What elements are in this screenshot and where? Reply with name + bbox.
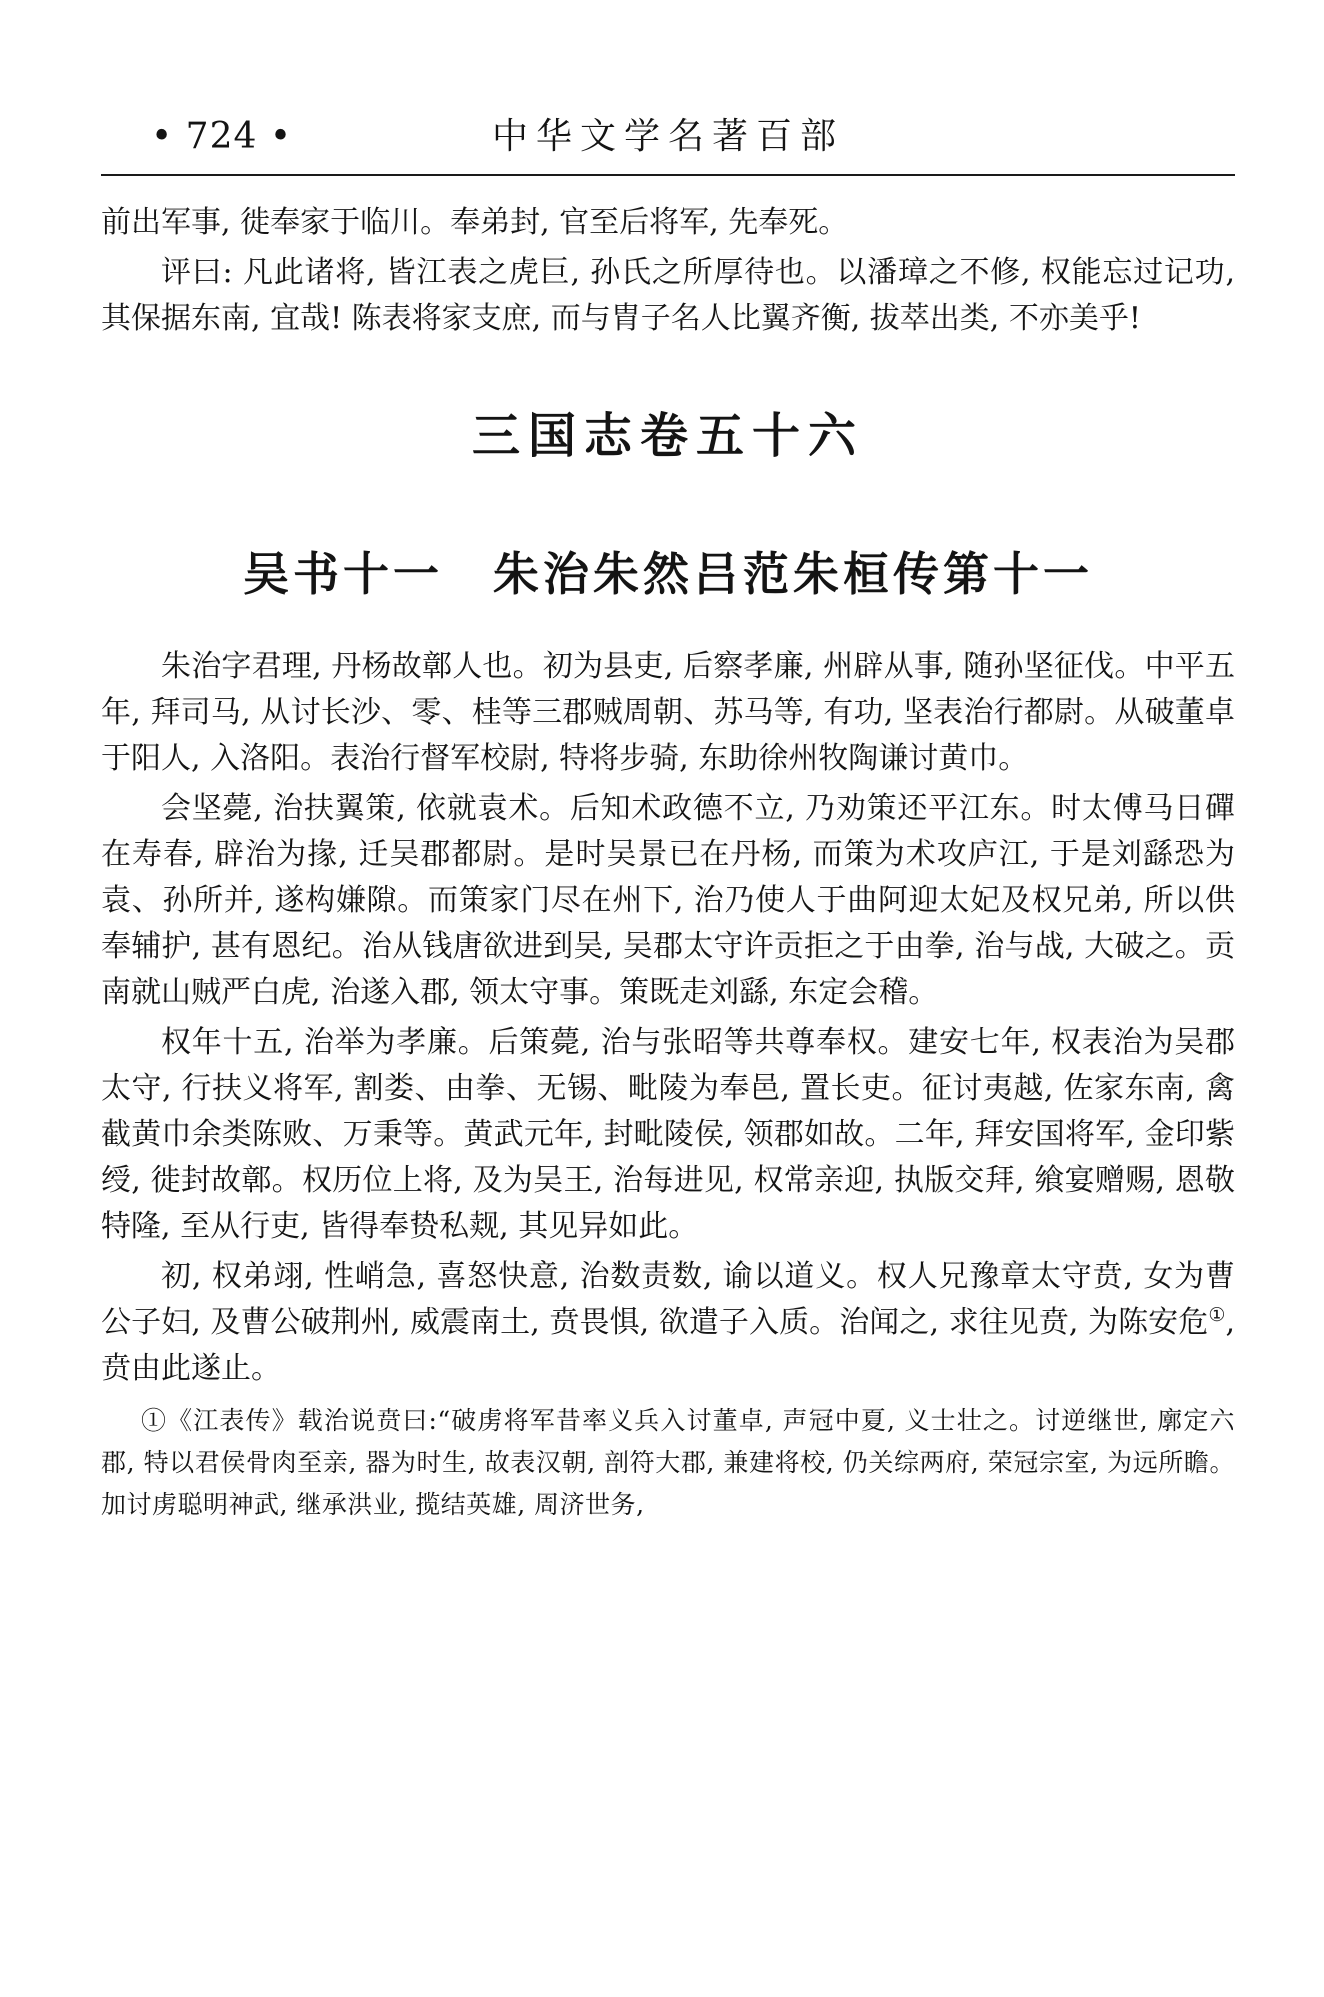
commentary-paragraph: 评曰: 凡此诸将, 皆江表之虎巨, 孙氏之所厚待也。以潘璋之不修, 权能忘过记功, 其保据东南, 宜哉! 陈表将家支庶, 而与胄子名人比翼齐衡, 拔萃出类, 不亦美乎! (101, 255, 1235, 336)
paragraph-tail: , 贲由此遂止。 (101, 1305, 1235, 1386)
paragraph: 朱治字君理, 丹杨故鄣人也。初为县吏, 后察孝廉, 州辟从事, 随孙坚征伐。中平五年, 拜司马, 从讨长沙、零、桂等三郡贼周朝、苏马等, 有功, 坚表治行都尉。从破董卓于阳人, 入洛阳。表治行督军校尉, 特将步骑, 东助徐州牧陶谦讨黄巾。 (101, 649, 1235, 776)
paragraph-text: 初, 权弟翊, 性峭急, 喜怒快意, 治数责数, 谕以道义。权人兄豫章太守贲, 女为曹公子妇, 及曹公破荆州, 威震南土, 贲畏惧, 欲遣子入质。治闻之, 求往见贲, 为陈安危 (101, 1259, 1235, 1340)
running-title: 中华文学名著百部 (491, 116, 844, 157)
paragraph-continued: 前出军事, 徙奉家于临川。奉弟封, 官至后将军, 先奉死。 (101, 205, 849, 240)
page-body (101, 200, 1235, 1526)
page-number: • 724 • (151, 116, 293, 157)
paragraph-with-note (101, 1254, 1235, 1392)
volume-title: 三国志卷五十六 (471, 408, 864, 464)
paragraph: 会坚薨, 治扶翼策, 依就袁术。后知术政德不立, 乃劝策还平江东。时太傅马日磾在寿春, 辟治为掾, 迁吴郡都尉。是时吴景已在丹杨, 而策为术攻庐江, 于是刘繇恐为袁、孙所并, 遂构嫌隙。而策家门尽在州下, 治乃使人于曲阿迎太妃及权兄弟, 所以供奉辅护, 甚有恩纪。治从钱唐欲进到吴, 吴郡太守许贡拒之于由拳, 治与战, 大破之。贡南就山贼严白虎, 治遂入郡, 领太守事。策既走刘繇, 东定会稽。 (101, 791, 1235, 1010)
paragraph: 权年十五, 治举为孝廉。后策薨, 治与张昭等共尊奉权。建安七年, 权表治为吴郡太守, 行扶义将军, 割娄、由拳、无锡、毗陵为奉邑, 置长吏。征讨夷越, 佐家东南, 禽截黄巾余类陈败、万秉等。黄武元年, 封毗陵侯, 领郡如故。二年, 拜安国将军, 金印紫绶, 徙封故鄣。权历位上将, 及为吴王, 治每进见, 权常亲迎, 执版交拜, 飨宴赠赐, 恩敬特隆, 至从行吏, 皆得奉贽私觌, 其见异如此。 (101, 1025, 1235, 1244)
footnote-block (101, 1400, 1235, 1526)
chapter-title: 吴书十一 朱治朱然吕范朱桓传第十一 (243, 547, 1093, 601)
footnote-text: ①《江表传》载治说贲曰:“破虏将军昔率义兵入讨董卓, 声冠中夏, 义士壮之。讨逆继世, 廓定六郡, 特以君侯骨肉至亲, 器为时生, 故表汉朝, 剖符大郡, 兼建将校, 仍关综两府, 荣冠宗室, 为远所瞻。加讨虏聪明神武, 继承洪业, 揽结英雄, 周济世务, (101, 1406, 1235, 1519)
page-header (101, 112, 1235, 176)
footnote-marker[interactable]: ① (1208, 1304, 1226, 1326)
